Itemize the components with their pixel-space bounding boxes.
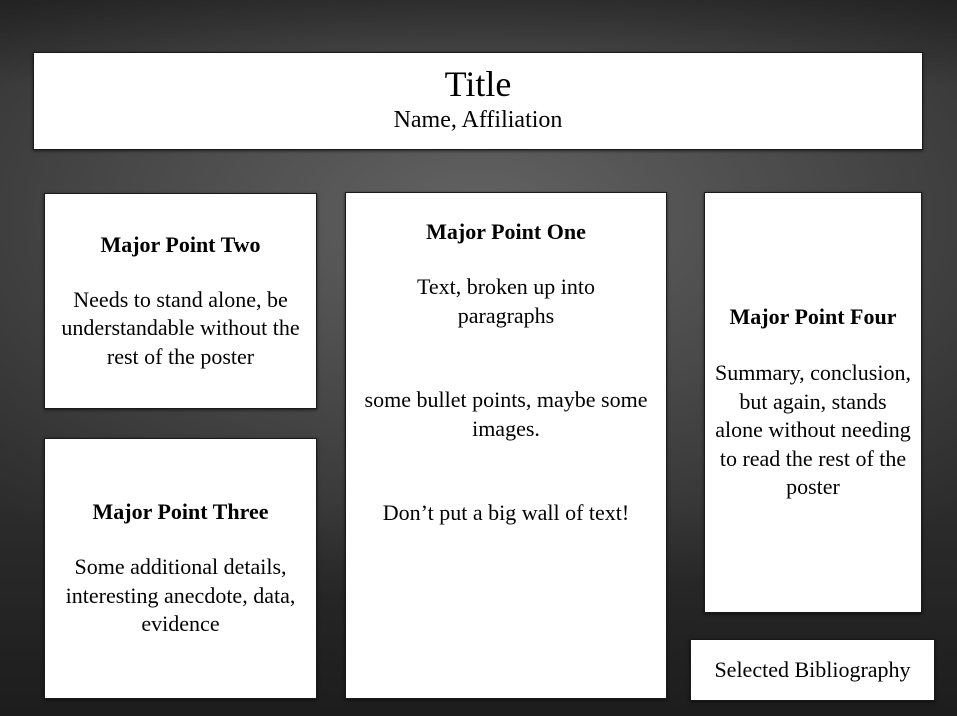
major-point-four-box — [704, 192, 922, 613]
major-point-three-body: Some additional details, interesting anecdote, data, evidence — [65, 554, 296, 637]
major-point-three-box — [44, 438, 317, 699]
title-box — [33, 52, 923, 150]
major-point-three-heading: Major Point Three — [92, 499, 269, 525]
major-point-four-body: Summary, conclusion, but again, stands alone without needing to read the rest of the poster — [715, 360, 911, 500]
bibliography-box — [690, 639, 935, 701]
poster-subtitle: Name, Affiliation — [393, 107, 563, 133]
major-point-two-heading: Major Point Two — [100, 231, 261, 257]
major-point-two-box — [44, 193, 317, 409]
poster-title: Title — [444, 64, 512, 104]
bibliography-label: Selected Bibliography — [714, 656, 911, 682]
major-point-one-box — [345, 192, 667, 699]
major-point-four-heading: Major Point Four — [729, 304, 897, 330]
major-point-two-body: Needs to stand alone, be understandable without the rest of the poster — [61, 286, 300, 369]
major-point-one-para-2: some bullet points, maybe some images. — [364, 387, 648, 441]
major-point-one-para-1: Text, broken up into paragraphs — [416, 274, 596, 328]
major-point-one-para-3: Don’t put a big wall of text! — [382, 500, 630, 525]
major-point-one-heading: Major Point One — [426, 219, 586, 244]
